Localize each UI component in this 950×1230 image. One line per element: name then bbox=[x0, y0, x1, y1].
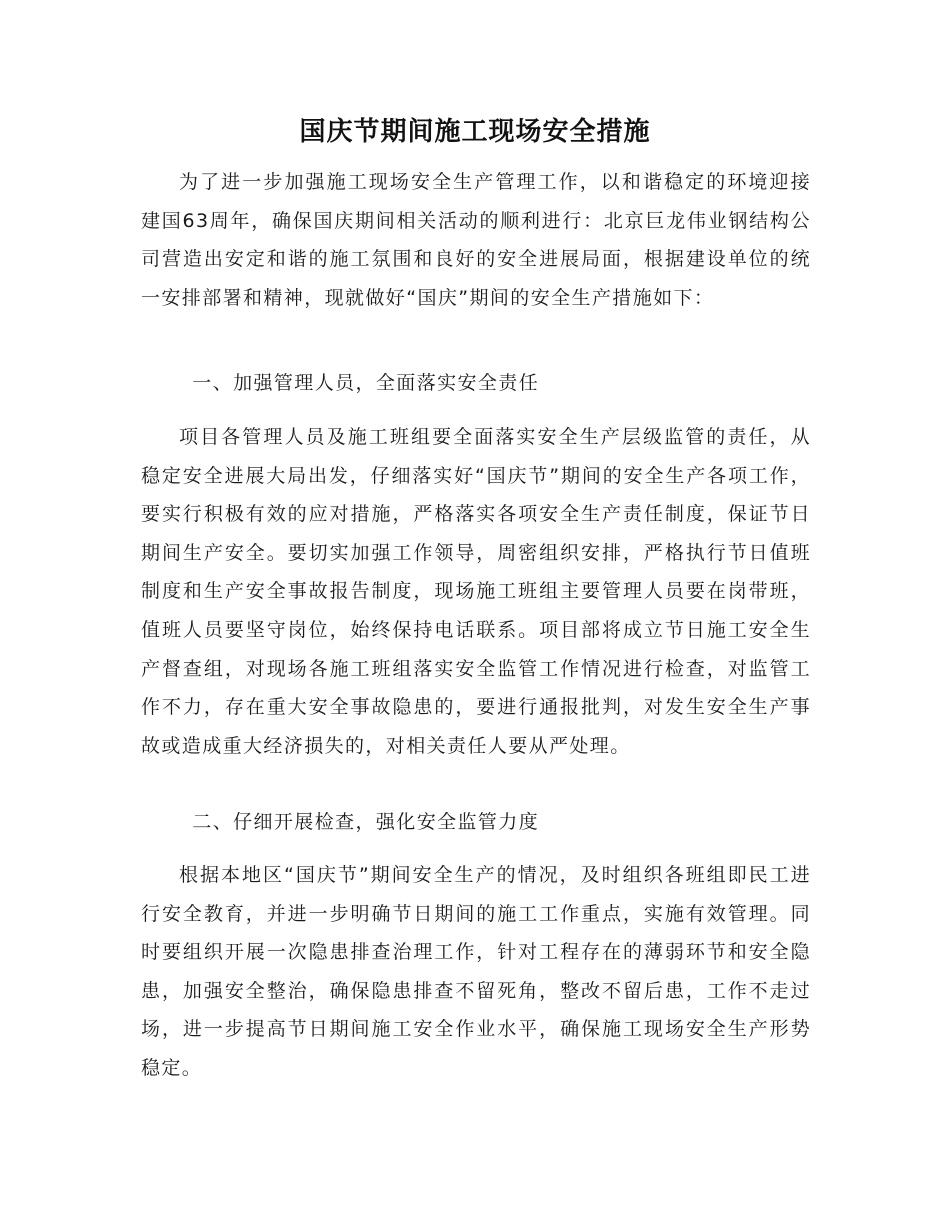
document-title: 国庆节期间施工现场安全措施 bbox=[299, 117, 651, 147]
section-heading-2: 二、仔细开展检查，强化安全监管力度 bbox=[192, 811, 540, 833]
intro-paragraph: 为了进一步加强施工现场安全生产管理工作，以和谐稳定的环境迎接建国63周年，确保国庆期间相关活动的顺利进行：北京巨龙伟业钢结构公司营造出安定和谐的施工氛围和良好的安全进展局面，根据建设单位的统一安排部署和精神，现就做好“国庆”期间的安全生产措施如下： bbox=[141, 171, 811, 309]
section-body-1: 项目各管理人员及施工班组要全面落实安全生产层级监管的责任，从稳定安全进展大局出发，仔细落实好“国庆节”期间的安全生产各项工作，要实行积极有效的应对措施，严格落实各项安全生产责任制度，保证节日期间生产安全。要切实加强工作领导，周密组织安排，严格执行节日值班制度和生产安全事故报告制度，现场施工班组主要管理人员要在岗带班，值班人员要坚守岗位，始终保持电话联系。项目部将成立节日施工安全生产督查组，对现场各施工班组落实安全监管工作情况进行检查，对监管工作不力，存在重大安全事故隐患的，要进行通报批判，对发生安全生产事故或造成重大经济损失的，对相关责任人要从严处理。 bbox=[141, 426, 811, 757]
section-body-2: 根据本地区“国庆节”期间安全生产的情况，及时组织各班组即民工进行安全教育，并进一步明确节日期间的施工工作重点，实施有效管理。同时要组织开展一次隐患排查治理工作，针对工程存在的薄弱环节和安全隐患，加强安全整治，确保隐患排查不留死角，整改不留后患，工作不走过场，进一步提高节日期间施工安全作业水平，确保施工现场安全生产形势稳定。 bbox=[141, 864, 811, 1079]
section-heading-1: 一、加强管理人员，全面落实安全责任 bbox=[192, 372, 540, 394]
